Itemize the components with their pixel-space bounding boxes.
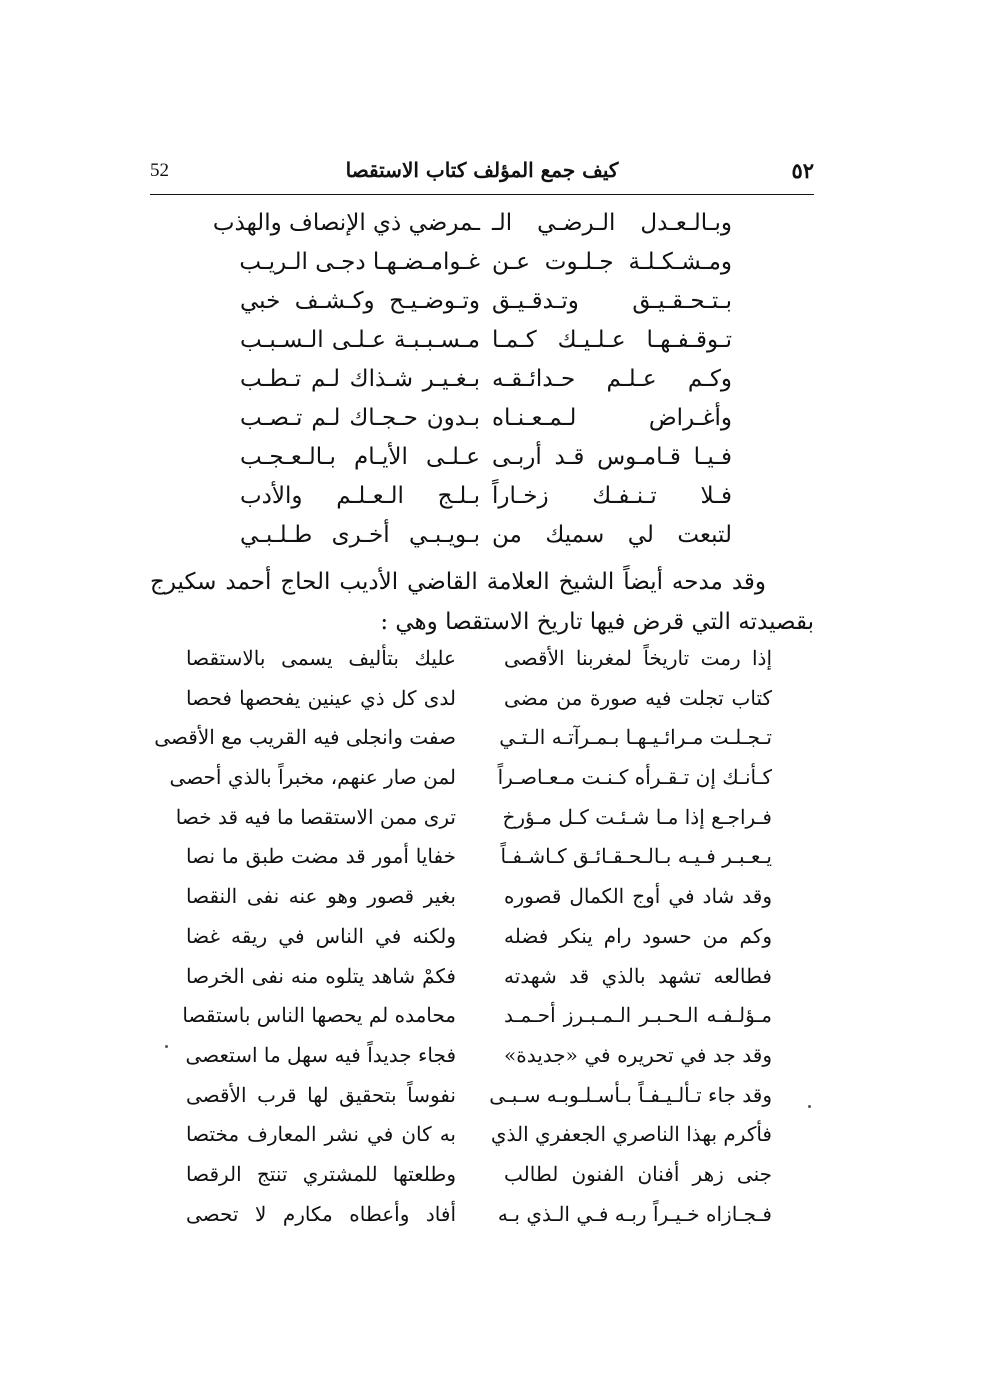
- second-hemistich: صفت وانجلى فيه القريب مع الأقصى: [154, 725, 456, 750]
- second-hemistich: عليك بتأليف يسمى بالاستقصا: [186, 646, 456, 670]
- second-hemistich: مـسـبـبـة عـلـى الـسـبـب: [240, 327, 480, 353]
- first-hemistich: وأغـراض لـمـعـنـاه: [492, 405, 732, 431]
- page-header: [150, 158, 814, 188]
- first-hemistich: يـعـبـر فـيـه بـالـحـقـائـق كـاشـفـاً: [500, 844, 772, 869]
- verse: [240, 366, 732, 405]
- verse: [240, 483, 732, 522]
- first-hemistich: مـؤلـفـه الـحـبـر الـمـبـرز أحـمـد: [504, 1003, 772, 1028]
- first-hemistich: بـتـحـقـيـق وتـدقـيـق: [492, 288, 732, 314]
- verse: [175, 804, 772, 845]
- second-hemistich: ترى ممن الاستقصا ما فيه قد خصا: [175, 804, 456, 829]
- second-hemistich: عـلـى الأيـام بـالـعـجـب: [240, 444, 480, 470]
- poem-two: [154, 646, 772, 1241]
- verse: [186, 884, 772, 924]
- verse: [154, 725, 772, 765]
- second-hemistich: به كان في نشر المعارف مختصا: [186, 1122, 456, 1147]
- first-hemistich: وكم من حسود رام ينكر فضله: [504, 923, 772, 948]
- verse: [240, 249, 732, 288]
- first-hemistich: جنى زهر أفنان الفنون لطالب: [504, 1161, 772, 1186]
- first-hemistich: فأكرم بهذا الناصري الجعفري الذي: [490, 1122, 772, 1147]
- first-hemistich: فـجـازاه خـيـراً ربـه فـي الـذي بـه: [497, 1201, 772, 1226]
- verse: [240, 405, 732, 444]
- first-hemistich: فطالعه تشهد بالذي قد شهدته: [504, 963, 772, 988]
- verse: [186, 1162, 772, 1202]
- first-hemistich: إذا رمت تاريخاً لمغربنا الأقصى: [504, 646, 772, 670]
- second-hemistich: محامده لم يحصها الناس باستقصا: [182, 1003, 456, 1028]
- verse: [186, 964, 772, 1004]
- page-number-latin: 52: [150, 160, 169, 181]
- first-hemistich: لتبعت لي سميك من: [492, 522, 732, 548]
- first-hemistich: تـوقـفـهـا عـلـيـك كـمـا: [492, 327, 732, 353]
- second-hemistich: لمن صار عنهم، مخبراً بالذي أحصى: [169, 765, 456, 790]
- first-hemistich: كـأنـك إن تـقـرأه كـنـت مـعـاصـراً: [497, 765, 772, 790]
- second-hemistich: وطلعتها للمشتري تنتج الرقصا: [186, 1161, 456, 1186]
- second-hemistich: فجاء جديداً فيه سهل ما استعصى: [185, 1042, 456, 1067]
- second-hemistich: خفايا أمور قد مضت طبق ما نصا: [186, 844, 456, 869]
- verse: [169, 765, 772, 805]
- print-speck: [808, 1105, 811, 1108]
- first-hemistich: تـجـلـت مـرائـيـهـا بـمـرآتـه الـتـي: [499, 725, 772, 750]
- verse: [186, 686, 772, 726]
- verse: [240, 444, 732, 483]
- first-hemistich: فـيـا قـامـوس قـد أربـى: [492, 444, 732, 470]
- verse: [186, 1122, 772, 1162]
- verse: [186, 924, 772, 964]
- verse: [186, 646, 772, 686]
- first-hemistich: وقد جد في تحريره في «جديدة»: [504, 1042, 772, 1067]
- second-hemistich: بـغـيـر شـذاك لـم تـطـب: [240, 366, 480, 392]
- first-hemistich: كتاب تجلت فيه صورة من مضى: [504, 685, 772, 710]
- second-hemistich: وتـوضـيـح وكـشـف خبي: [240, 288, 480, 314]
- verse: [182, 1003, 772, 1043]
- verse: [240, 522, 732, 561]
- first-hemistich: فـلا تـنـفـك زخـاراً: [492, 483, 732, 509]
- second-hemistich: نفوساً بتحقيق لها قرب الأقصى: [186, 1082, 456, 1107]
- poem-one: [212, 210, 732, 561]
- second-hemistich: بـويـبـي أخـرى طـلـبـي: [240, 522, 480, 548]
- second-hemistich: غـوامـضـهـا دجـى الـريـب: [239, 249, 480, 275]
- second-hemistich: ولكنه في الناس في ريقه غضا: [186, 923, 456, 948]
- verse: [240, 288, 732, 327]
- verse: [240, 327, 732, 366]
- first-hemistich: فـراجـع إذا مـا شـئـت كـل مـؤرخ: [502, 804, 772, 829]
- header-rule: [150, 194, 814, 195]
- verse: [186, 1043, 772, 1083]
- second-hemistich: ـمرضي ذي الإنصاف والهذب: [212, 210, 480, 236]
- second-hemistich: فكمْ شاهد يتلوه منه نفى الخرصا: [186, 963, 456, 988]
- verse: [186, 1083, 772, 1123]
- second-hemistich: بـلـج الـعـلـم والأدب: [240, 483, 480, 509]
- second-hemistich: بـدون حـجـاك لـم تـصـب: [240, 405, 480, 431]
- verse: [212, 210, 732, 249]
- verse: [186, 1202, 772, 1242]
- prose-line: بقصيدته التي قرض فيها تاريخ الاستقصا وهي :: [380, 609, 814, 635]
- first-hemistich: وقد شاد في أوج الكمال قصوره: [504, 884, 772, 909]
- first-hemistich: ومـشـكـلـة جـلـوت عـن: [492, 249, 732, 275]
- first-hemistich: وقد جاء تـألـيـفـاً بـأسـلـوبـه سـبـى: [489, 1082, 772, 1107]
- second-hemistich: أفاد وأعطاه مكارم لا تحصى: [186, 1201, 456, 1226]
- prose-line: وقد مدحه أيضاً الشيخ العلامة القاضي الأديب الحاج أحمد سكيرج: [150, 569, 766, 595]
- prose-paragraph: [150, 562, 814, 642]
- verse: [186, 844, 772, 884]
- print-speck: [165, 1045, 168, 1048]
- second-hemistich: بغير قصور وهو عنه نفى النقصا: [186, 884, 456, 909]
- first-hemistich: وكـم عـلـم حـدائـقـه: [492, 366, 732, 392]
- first-hemistich: وبـالـعـدل الـرضـي الـ: [492, 210, 732, 236]
- page-number-arabic: ٥٢: [791, 158, 814, 183]
- second-hemistich: لدى كل ذي عينين يفحصها فحصا: [186, 685, 456, 710]
- running-title: كيف جمع المؤلف كتاب الاستقصا: [345, 158, 619, 182]
